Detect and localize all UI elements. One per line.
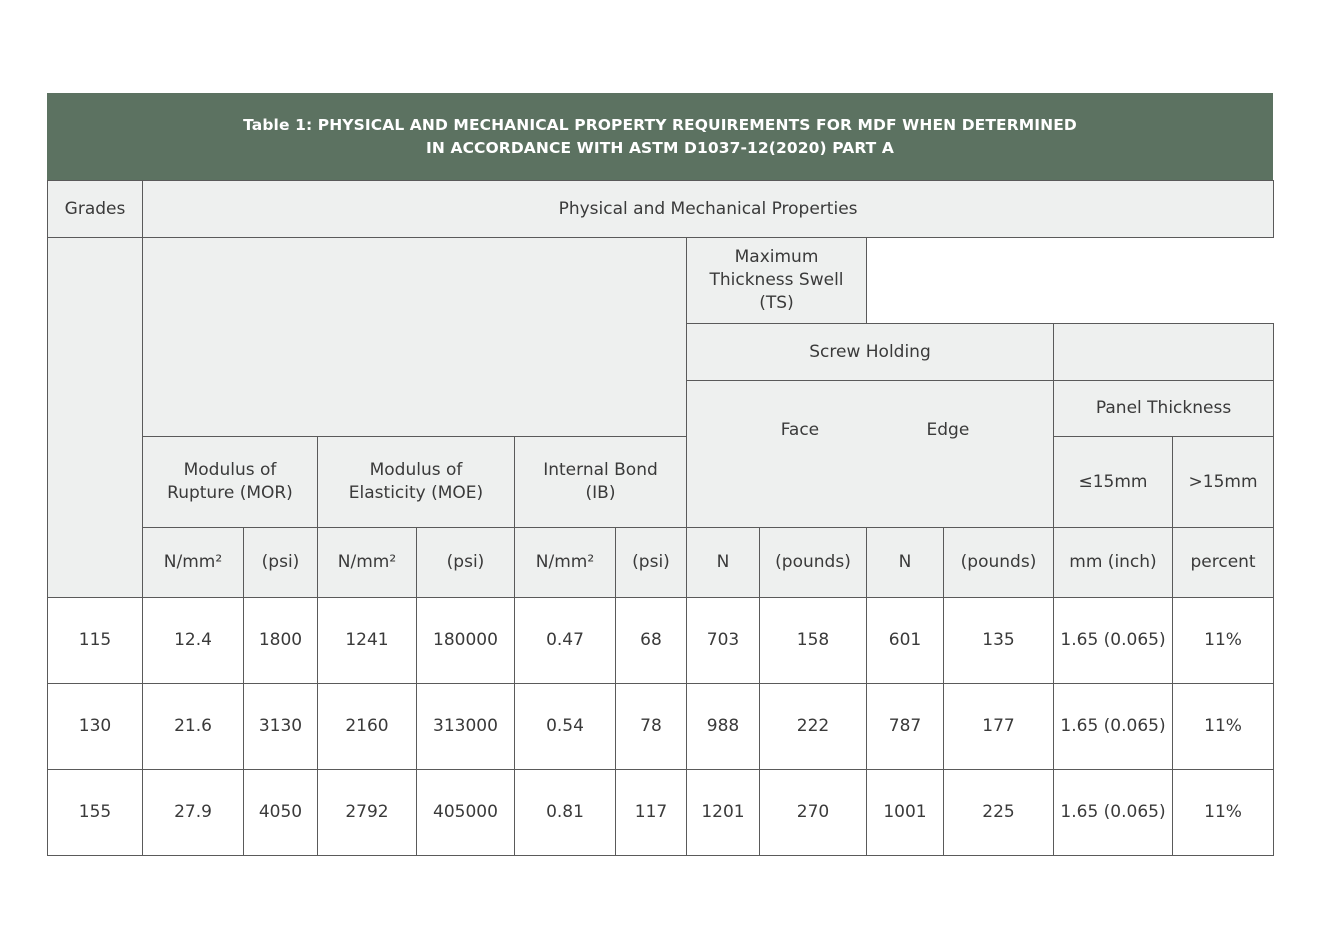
table-cell: 703 — [687, 598, 760, 684]
table-cell: 1800 — [244, 598, 318, 684]
table-cell: 12.4 — [143, 598, 244, 684]
unit-cell: N/mm² — [143, 528, 244, 598]
table-cell: 78 — [616, 684, 687, 770]
panel-thickness-header: Panel Thickness — [1054, 381, 1274, 437]
table-cell: 158 — [760, 598, 867, 684]
gt15-header: >15mm — [1173, 437, 1274, 528]
table-cell: 3130 — [244, 684, 318, 770]
table-cell: 4050 — [244, 770, 318, 856]
moe-header — [318, 437, 515, 528]
grade-cell: 115 — [48, 598, 143, 684]
mor-label: Modulus of Rupture (MOR) — [167, 460, 293, 503]
face-edge-header — [687, 381, 1054, 528]
swell-spacer-cell — [1054, 324, 1274, 381]
table-cell: 601 — [867, 598, 944, 684]
table-cell: 135 — [944, 598, 1054, 684]
table-cell: 177 — [944, 684, 1054, 770]
table-cell: 2792 — [318, 770, 417, 856]
unit-cell: mm (inch) — [1054, 528, 1173, 598]
ib-header — [515, 437, 687, 528]
table-cell: 270 — [760, 770, 867, 856]
unit-cell: (pounds) — [944, 528, 1054, 598]
property-table — [47, 180, 1274, 856]
physical-mechanical-header: Physical and Mechanical Properties — [143, 181, 1274, 238]
table-row — [48, 684, 1274, 770]
unit-cell: (psi) — [417, 528, 515, 598]
unit-cell: N/mm² — [515, 528, 616, 598]
edge-header: Edge — [926, 420, 970, 440]
table-cell: 68 — [616, 598, 687, 684]
screw-holding-header: Screw Holding — [687, 324, 1054, 381]
unit-cell: (psi) — [244, 528, 318, 598]
unit-cell: N — [867, 528, 944, 598]
table-cell: 2160 — [318, 684, 417, 770]
table-cell: 222 — [760, 684, 867, 770]
table-title-line-2: IN ACCORDANCE WITH ASTM D1037-12(2020) PART A — [426, 138, 894, 157]
max-thickness-swell-label: Maximum Thickness Swell (TS) — [709, 247, 844, 313]
table-cell: 313000 — [417, 684, 515, 770]
table-cell: 11% — [1173, 770, 1274, 856]
table-cell: 787 — [867, 684, 944, 770]
unit-cell: (pounds) — [760, 528, 867, 598]
mor-header — [143, 437, 318, 528]
unit-cell: N/mm² — [318, 528, 417, 598]
table-cell: 11% — [1173, 598, 1274, 684]
grades-header-spacer — [48, 238, 143, 598]
units-row — [48, 528, 1274, 598]
moe-label: Modulus of Elasticity (MOE) — [348, 460, 484, 503]
unit-cell: percent — [1173, 528, 1274, 598]
table-cell: 21.6 — [143, 684, 244, 770]
table-cell: 1.65 (0.065) — [1054, 684, 1173, 770]
table-cell: 1.65 (0.065) — [1054, 770, 1173, 856]
le15-header: ≤15mm — [1054, 437, 1173, 528]
table-cell: 988 — [687, 684, 760, 770]
ib-label: Internal Bond (IB) — [543, 460, 658, 503]
table-cell: 180000 — [417, 598, 515, 684]
table-cell: 225 — [944, 770, 1054, 856]
table-cell: 0.47 — [515, 598, 616, 684]
grade-cell: 155 — [48, 770, 143, 856]
table-cell: 1.65 (0.065) — [1054, 598, 1173, 684]
table-title-line-1: Table 1: PHYSICAL AND MECHANICAL PROPERTY REQUIREMENTS FOR MDF WHEN DETERMINED — [243, 115, 1077, 134]
table-cell: 0.81 — [515, 770, 616, 856]
max-thickness-swell-header — [687, 238, 867, 324]
table-cell: 117 — [616, 770, 687, 856]
table-title — [47, 93, 1273, 180]
unit-cell: (psi) — [616, 528, 687, 598]
table-row — [48, 598, 1274, 684]
face-header: Face — [780, 420, 820, 440]
table-cell: 1001 — [867, 770, 944, 856]
table-cell: 405000 — [417, 770, 515, 856]
unit-cell: N — [687, 528, 760, 598]
table-cell: 11% — [1173, 684, 1274, 770]
table-cell: 1241 — [318, 598, 417, 684]
empty-header-block — [143, 238, 687, 437]
grade-cell: 130 — [48, 684, 143, 770]
table-cell: 1201 — [687, 770, 760, 856]
grades-header: Grades — [48, 181, 143, 238]
table-row — [48, 770, 1274, 856]
mdf-property-table — [47, 93, 1273, 856]
table-cell: 27.9 — [143, 770, 244, 856]
table-cell: 0.54 — [515, 684, 616, 770]
